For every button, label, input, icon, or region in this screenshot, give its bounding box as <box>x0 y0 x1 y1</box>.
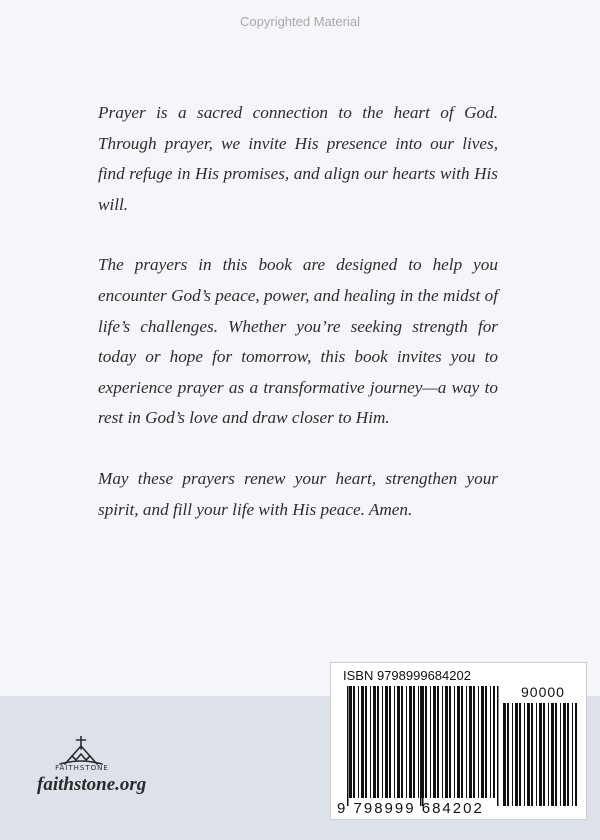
price-code: 90000 <box>521 684 565 700</box>
isbn-label: ISBN 9798999684202 <box>343 668 471 683</box>
back-cover-text <box>98 98 498 555</box>
paragraph-purpose: The prayers in this book are designed to help you encounter God’s peace, power, and healing in the midst of life’s challenges. Whether you’re seeking strength for today or hope for tomorrow, this book invites you to experience prayer as a transformative journey—a way to rest in God’s love and draw closer to Him. <box>98 255 498 428</box>
publisher-brand: FAITHSTONE <box>55 764 109 772</box>
paragraph-blessing: May these prayers renew your heart, strengthen your spirit, and fill your life with His peace. Amen. <box>98 468 498 519</box>
isbn-barcode <box>330 662 587 820</box>
paragraph-intro: Prayer is a sacred connection to the heart of God. Through prayer, we invite His presence into our lives, find refuge in His promises, and align our hearts with His will. <box>98 103 498 214</box>
publisher-url: faithstone.org <box>37 774 147 795</box>
isbn-digits: 9 798999 684202 <box>337 800 484 817</box>
copyright-watermark: Copyrighted Material <box>240 14 360 29</box>
